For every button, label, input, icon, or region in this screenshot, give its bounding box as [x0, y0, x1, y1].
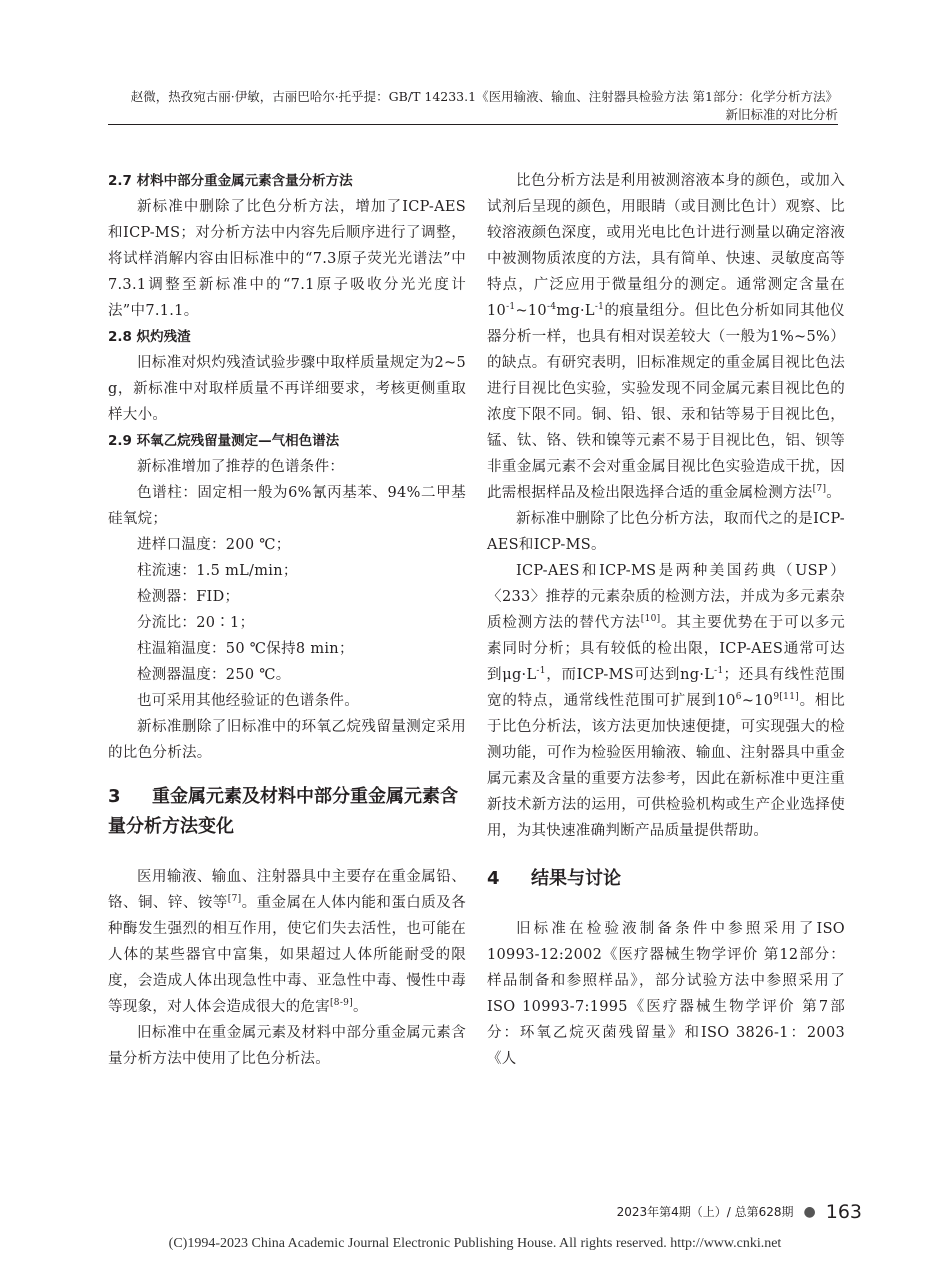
paragraph: 进样口温度：200 ℃；	[137, 537, 291, 553]
citation: [7]	[227, 894, 242, 905]
right-column	[487, 168, 845, 1072]
paragraph: 也可采用其他经验证的色谱条件。	[137, 693, 359, 709]
citation: [7]	[812, 484, 827, 495]
subsection-heading-2-9: 2.9 环氧乙烷残留量测定—气相色谱法	[108, 433, 340, 449]
paragraph: 旧标准对炽灼残渣试验步骤中取样质量规定为2~5 g，新标准中对取样质量不再详细要求，考核更侧重取样大小。	[108, 355, 466, 423]
paragraph: 新标准删除了旧标准中的环氧乙烷残留量测定采用的比色分析法。	[108, 719, 466, 761]
paragraph: 医用输液、输血、注射器具中主要存在重金属铅、铬、铜、锌、铵等[7]。重金属在人体内能和蛋白质及各种酶发生强烈的相互作用，使它们失去活性，也可能在人体的某些器官中富集，如果超过人体所能耐受的限度，会造成人体出现急性中毒、亚急性中毒、慢性中毒等现象，对人体会造成很大的危害[8-9]。	[108, 869, 467, 1015]
paragraph: 柱流速：1.5 mL/min；	[137, 563, 298, 579]
citation: [8-9]	[330, 998, 354, 1009]
header-rule	[108, 124, 838, 125]
paragraph: 分流比：20∶1；	[137, 615, 255, 631]
paragraph: 柱温箱温度：50 ℃保持8 min；	[137, 641, 354, 657]
paragraph: 新标准增加了推荐的色谱条件：	[137, 459, 345, 475]
paragraph: 比色分析方法是利用被测溶液本身的颜色，或加入试剂后呈现的颜色，用眼睛（或目测比色计）观察、比较溶液颜色深度，或用光电比色计进行测量以确定溶液中被测物质浓度的方法，具有简单、快速、灵敏度高等特点，广泛应用于微量组分的测定。通常测定含量在$10^{-1}\sim 10^{-4}mg\cdot L^{-1}$的痕量组分。但比色分析如同其他仪器分析一样，也具有相对误差较大（一般为1%~5%）的缺点。有研究表明，旧标准规定的重金属目视比色法进行目视比色实验，实验发现不同金属元素目视比色的浓度下限不同。铜、铅、银、汞和钴等易于目视比色，锰、钛、铬、铁和镍等元素不易于目视比色，铝、钡等非重金属元素不会对重金属目视比色实验造成干扰，因此需根据样品及检出限选择合适的重金属检测方法[7]。	[487, 173, 845, 501]
issue-info: 2023年第4期（上）/ 总第628期	[616, 1205, 794, 1219]
section-heading-4	[487, 864, 845, 894]
section-number: 4	[487, 868, 500, 889]
paragraph: 检测器温度：250 ℃。	[137, 667, 291, 683]
subsection-heading-2-8: 2.8 炽灼残渣	[108, 329, 191, 345]
bullet-icon: ●	[803, 1204, 816, 1220]
paragraph: 色谱柱：固定相一般为6%氰丙基苯、94%二甲基硅氧烷；	[108, 485, 466, 527]
running-header	[108, 88, 838, 124]
paragraph: 旧标准中在重金属元素及材料中部分重金属元素含量分析方法中使用了比色分析法。	[108, 1025, 466, 1067]
section-title: 重金属元素及材料中部分重金属元素含量分析方法变化	[108, 786, 458, 837]
paragraph: 检测器：FID；	[137, 589, 240, 605]
section-title: 结果与讨论	[531, 868, 621, 889]
paragraph: 新标准中删除了比色分析方法，增加了ICP-AES和ICP-MS；对分析方法中内容先后顺序进行了调整，将试样消解内容由旧标准中的“7.3原子荧光光谱法”中7.3.1调整至新标准中的“7.1原子吸收分光光度计法”中7.1.1。	[108, 199, 466, 319]
section-heading-3	[108, 782, 466, 842]
citation: [10]	[640, 614, 661, 625]
left-column	[108, 168, 466, 1072]
subsection-heading-2-7: 2.7 材料中部分重金属元素含量分析方法	[108, 173, 353, 189]
paragraph: 新标准中删除了比色分析方法，取而代之的是ICP-AES和ICP-MS。	[487, 511, 845, 553]
header-line-2: 新旧标准的对比分析	[725, 107, 838, 122]
header-line-1: 赵微，热孜宛古丽·伊敏，古丽巴哈尔·托乎提：GB/T 14233.1《医用输液、输血、注射器具检验方法 第1部分：化学分析方法》	[130, 89, 838, 104]
copyright-notice: (C)1994-2023 China Academic Journal Electronic Publishing House. All rights reserved. http://www.cnki.net	[168, 1236, 782, 1251]
paragraph: ICP-AES和ICP-MS是两种美国药典（USP）〈233〉推荐的元素杂质的检测方法，并成为多元素杂质检测方法的替代方法[10]。其主要优势在于可以多元素同时分析；具有较低的检出限，ICP-AES通常可达到$\mu g\cdot L^{-1}$，而ICP-MS可达到$ng\cdot L^{-1}$；还具有线性范围宽的特点，通常线性范围可扩展到$10^6\sim 10^{9[11]}$。相比于比色分析法，该方法更加快速便捷，可实现强大的检测功能，可作为检验医用输液、输血、注射器具中重金属元素及含量的重要方法参考，因此在新标准中更注重新技术新方法的运用，可供检验机构或生产企业选择使用，为其快速准确判断产品质量提供帮助。	[487, 563, 845, 839]
page-number: 163	[825, 1201, 862, 1223]
page-footer	[617, 1200, 862, 1224]
paragraph: 旧标准在检验液制备条件中参照采用了ISO 10993-12:2002《医疗器械生物学评价 第12部分：样品制备和参照样品》，部分试验方法中参照采用了ISO 10993-7:1995《医疗器械生物学评价 第7部分：环氧乙烷灭菌残留量》和ISO 3826-1：2003《人	[487, 921, 845, 1067]
section-number: 3	[108, 786, 121, 807]
